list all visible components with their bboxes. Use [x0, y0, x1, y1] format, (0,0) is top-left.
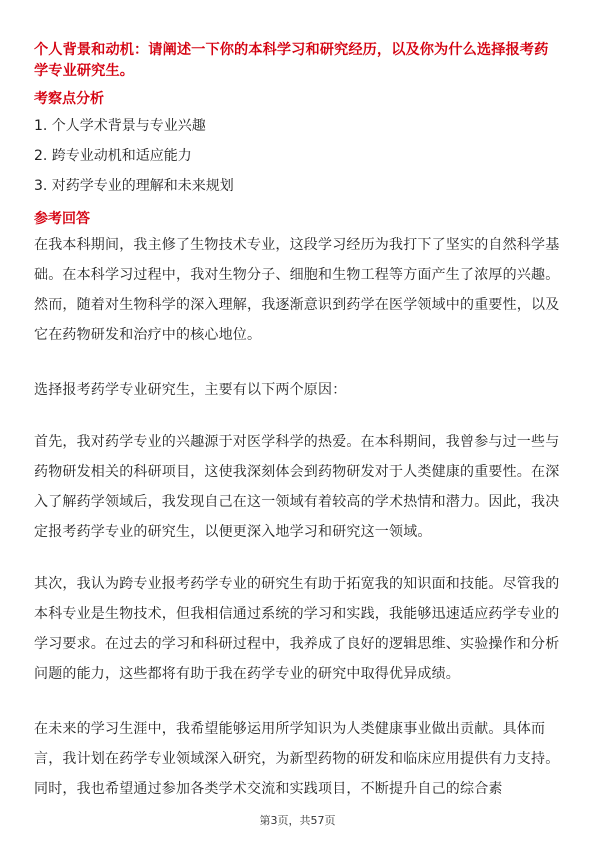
page-number-footer: 第3页，共57页: [259, 814, 336, 827]
answer-paragraph: 在未来的学习生涯中，我希望能够运用所学知识为人类健康事业做出贡献。具体而言，我计划在药学专业领域深入研究，为新型药物的研发和临床应用提供有力支持。同时，我也希望通过参加各类学术交流和实践项目，不断提升自己的综合素: [34, 721, 560, 797]
analysis-points-list: [34, 116, 234, 206]
analysis-point: 1. 个人学术背景与专业兴趣: [34, 118, 206, 134]
answer-title: 参考回答: [34, 211, 90, 227]
analysis-point: 3. 对药学专业的理解和未来规划: [34, 178, 234, 194]
answer-paragraph: 其次，我认为跨专业报考药学专业的研究生有助于拓宽我的知识面和技能。尽管我的本科专业是生物技术，但我相信通过系统的学习和实践，我能够迅速适应药学专业的学习要求。在过去的学习和科研过程中，我养成了良好的逻辑思维、实验操作和分析问题的能力，这些都将有助于我在药学专业的研究中取得优异成绩。: [34, 576, 560, 682]
answer-paragraph: 选择报考药学专业研究生，主要有以下两个原因：: [34, 382, 347, 398]
answer-paragraph: 首先，我对药学专业的兴趣源于对医学科学的热爱。在本科期间，我曾参与过一些与药物研发相关的科研项目，这使我深刻体会到药物研发对于人类健康的重要性。在深入了解药学领域后，我发现自己在这一领域有着较高的学术热情和潜力。因此，我决定报考药学专业的研究生，以便更深入地学习和研究这一领域。: [34, 434, 560, 540]
analysis-point: 2. 跨专业动机和适应能力: [34, 148, 192, 164]
answer-paragraph: 在我本科期间，我主修了生物技术专业，这段学习经历为我打下了坚实的自然科学基础。在本科学习过程中，我对生物分子、细胞和生物工程等方面产生了浓厚的兴趣。然而，随着对生物科学的深入理解，我逐渐意识到药学在医学领域中的重要性，以及它在药物研发和治疗中的核心地位。: [34, 237, 560, 343]
analysis-title: 考察点分析: [34, 91, 104, 107]
question-heading: 个人背景和动机：请阐述一下你的本科学习和研究经历，以及你为什么选择报考药学专业研究生。: [34, 42, 549, 79]
